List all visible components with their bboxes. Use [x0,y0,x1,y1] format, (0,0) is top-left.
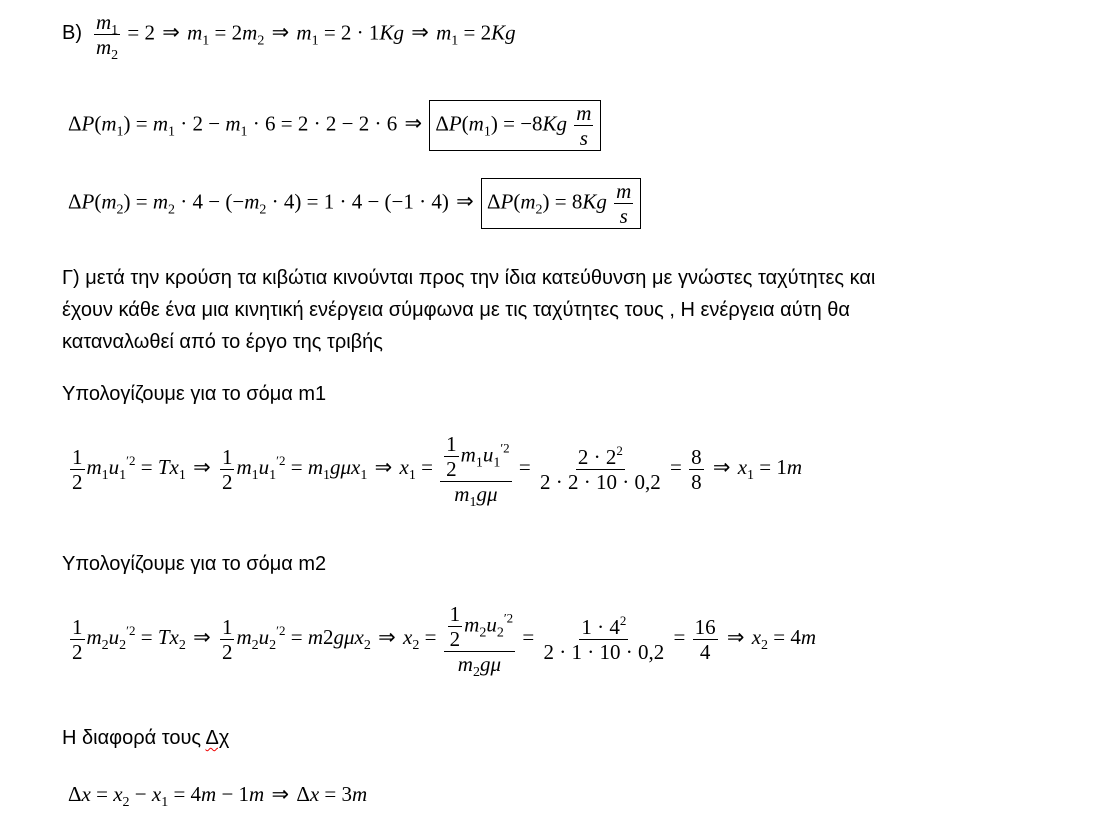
equation-dx: $\Delta x = x_2 - x_1 = 4m - 1m$ ⇒ Δx = 3m [68,782,368,810]
heading-m1: Υπολογίζουμε για το σόμα m1 [62,383,327,405]
delta-x-symbol: Δχ [205,727,230,749]
paragraph-line-3: καταναλωθεί από το έργο της τριβής [62,331,383,353]
boxed-result-dp-m1: $\Delta P(m_1) = -8Kg$ $\frac{m}{s}$ [429,100,601,151]
paragraph-line-2: έχουν κάθε ένα μια κινητική ενέργεια σύμφωνα με τις ταχύτητες τους , Η ενέργεια αύτη θα [62,299,850,321]
equation-dp-m2: $\Delta P(m_2) = m_2 \cdot 4 - (-m_2 \cdot 4) = 1 \cdot 4 - (-1 \cdot 4)$ ⇒ $\Delta P(m_2) = 8Kg$ $\frac{m}{s}$ [68,178,641,229]
paragraph-line-1: Γ) μετά την κρούση τα κιβώτια κινούνται προς την ίδια κατεύθυνση με γνώστες ταχύτητες και [62,267,876,289]
equation-x1: $\frac{1}{2}$ $m_1u_1^{'2} = Tx_1$ ⇒ $\frac{1}{2}$ $m_1u_1^{'2} = m_1g\mu x_1$ ⇒ $x_1$ = $\frac{1}{2}$ $m_1u_1^{'2}$ $m_1g\mu$ = $\frac{2 \cdot 2^2}{2 \cdot 2 \cdot 10 \cdot 0,2}$ = $\frac{8}{8}$ ⇒ $x_1 = 1m$ [72,432,803,510]
heading-m2: Υπολογίζουμε για το σόμα m2 [62,553,327,575]
implies-arrow-icon: ⇒ [162,20,180,45]
heading-difference: Η διαφορά τους Δχ [62,727,230,749]
equation-x2: $\frac{1}{2}$ $m_2u_2^{'2} = Tx_2$ ⇒ $\frac{1}{2}$ $m_2u_2^{'2} = m2g\mu x_2$ ⇒ $x_2$ = $\frac{1}{2}$ $m_2u_2^{'2}$ $m_2g\mu$ = $\frac{1 \cdot 4^2}{2 \cdot 1 \cdot 10 \cdot 0,2}$ = $\frac{16}{4}$ ⇒ $x_2 = 4m$ [72,602,817,680]
equation-dp-m1: $\Delta P(m_1) = m_1 \cdot 2 - m_1 \cdot 6 = 2 \cdot 2 - 2 \cdot 6$ ⇒ $\Delta P(m_1) = -8Kg$ $\frac{m}{s}$ [68,100,601,151]
boxed-result-dp-m2: $\Delta P(m_2) = 8Kg$ $\frac{m}{s}$ [481,178,641,229]
equation-mass-ratio: B) $\frac{m_1}{m_2}$ = 2 ⇒ $m_1 = 2m_2$ ⇒ $m_1 = 2 \cdot 1Kg$ ⇒ $m_1 = 2Kg$ [62,10,516,63]
section-b-label: B) [62,22,82,45]
